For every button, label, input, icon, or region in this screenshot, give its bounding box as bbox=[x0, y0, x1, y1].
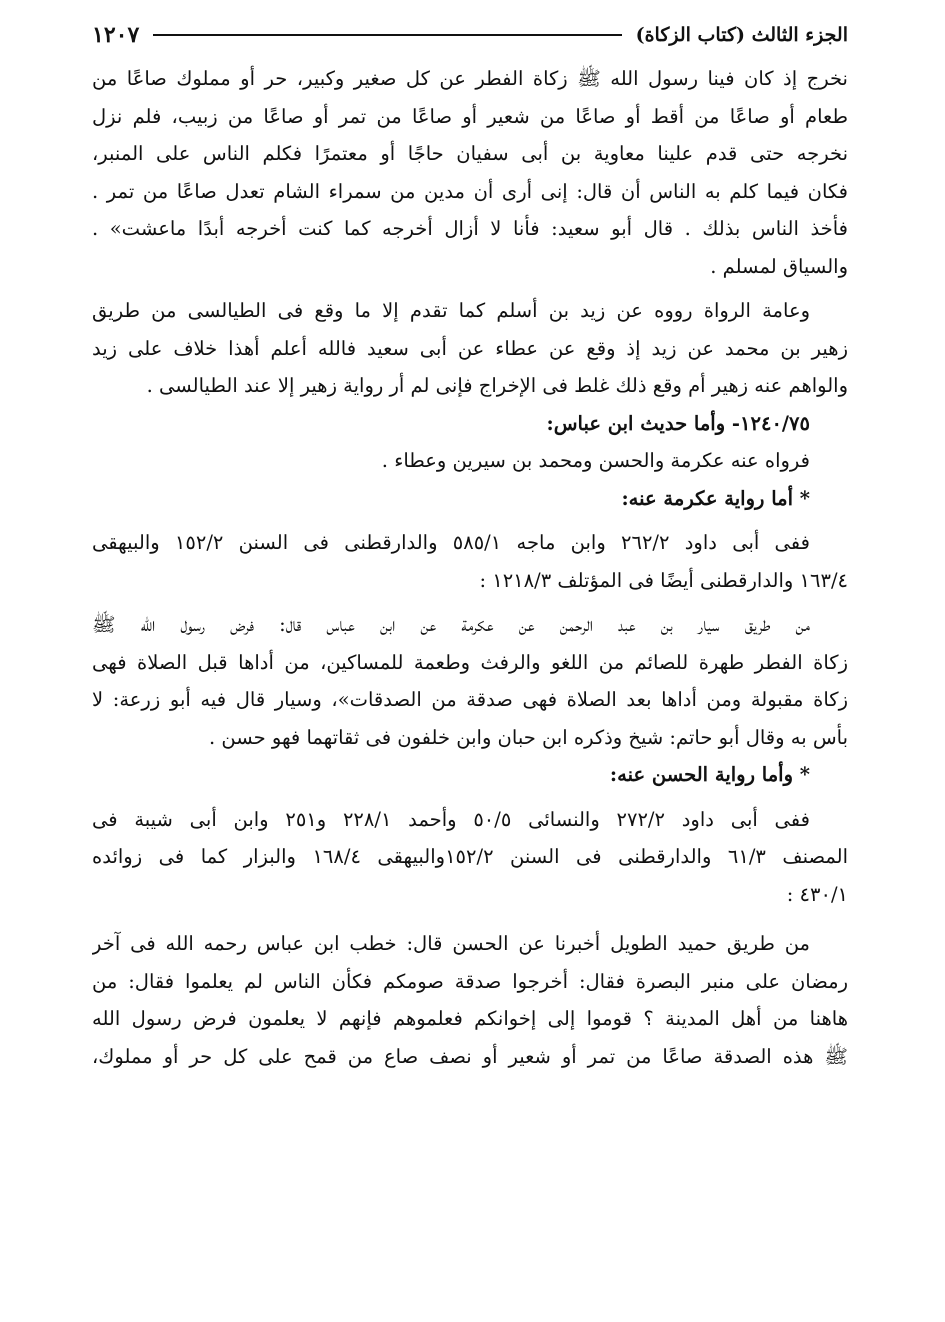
heading-hasan: * وأما رواية الحسن عنه: bbox=[609, 763, 810, 786]
text-line: فرواه عنه عكرمة والحسن ومحمد بن سيرين وعطاء . bbox=[381, 449, 810, 472]
page-number: ١٢٠٧ bbox=[92, 22, 140, 48]
text-line: ﷺ هذه الصدقة صاعًا من تمر أو شعير أو نصف صاع من قمح على كل حر أو مملوك، bbox=[92, 1044, 848, 1068]
text-line: ٤٣٠/١ : bbox=[786, 882, 848, 906]
text-line: ١٦٣/٤ والدارقطنى أيضًا فى المؤتلف ١٢١٨/٣ : bbox=[479, 568, 848, 592]
subheading-ikrima bbox=[92, 480, 848, 518]
text-line: والسياق لمسلم . bbox=[710, 254, 848, 278]
text-line: نخرجه حتى قدم علينا معاوية بن أبى سفيان حاجًا أو معتمرًا فكلم الناس على المنبر، bbox=[92, 142, 848, 165]
text-line: زكاة الفطر طهرة للصائم من اللغو والرفث وطعمة للمساكين، من أداها قبل الصلاة فهى bbox=[92, 650, 848, 674]
paragraph-references-hasan bbox=[92, 801, 848, 914]
text-line: من طريق سيار بن عبد الرحمن عن عكرمة عن ابن عباس قال: فرض رسول الله ﷺ bbox=[92, 613, 810, 636]
text-line: ففى أبى داود ٢٧٢/٢ والنسائى ٥٠/٥ وأحمد ٢٢٨/١ و٢٥١ وابن أبى شيبة فى bbox=[92, 807, 810, 831]
text-line: طعام أو صاعًا من أقط أو صاعًا من شعير أو صاعًا من تمر أو صاعًا من زبيب، فلم نزل bbox=[92, 104, 848, 128]
subheading-hasan bbox=[92, 756, 848, 794]
text-line: بأس به وقال أبو حاتم: شيخ وذكره ابن حبان وابن خلفون فى ثقاتهما فهو حسن . bbox=[208, 725, 848, 749]
text-line: ففى أبى داود ٢٦٢/٢ وابن ماجه ٥٨٥/١ والدارقطنى فى السنن ١٥٢/٢ والبيهقى bbox=[92, 531, 810, 554]
text-line: المصنف ٦١/٣ والدارقطنى فى السنن ١٥٢/٢والبيهقى ١٦٨/٤ والبزار كما فى زوائده bbox=[92, 845, 848, 868]
running-title: الجزء الثالث (كتاب الزكاة) bbox=[635, 24, 848, 46]
page-header bbox=[92, 18, 848, 52]
text-line: وعامة الرواة رووه عن زيد بن أسلم كما تقدم إلا ما وقع فى الطيالسى من طريق bbox=[92, 299, 810, 322]
section-heading bbox=[92, 405, 848, 443]
text-line: نخرج إذ كان فينا رسول الله ﷺ زكاة الفطر عن كل صغير وكبير، حر أو مملوك صاعًا من bbox=[92, 67, 848, 90]
paragraph-narrators bbox=[92, 442, 848, 480]
text-line: رمضان على منبر البصرة فقال: أخرجوا صدقة صومكم فكأن الناس لم يعلموا فقال: من bbox=[92, 969, 848, 993]
paragraph-hadith-ikrima bbox=[92, 606, 848, 756]
body-text bbox=[92, 60, 848, 1075]
text-line: زهير بن محمد عن زيد إذ وقع عن عطاء عن أبى سعيد فالله أعلم أهذا خلاف على زيد bbox=[92, 336, 848, 360]
book-page bbox=[92, 18, 848, 1308]
heading-ibn-abbas: ١٢٤٠/٧٥- وأما حديث ابن عباس: bbox=[546, 411, 810, 435]
heading-ikrima: * أما رواية عكرمة عنه: bbox=[621, 486, 810, 510]
paragraph-hadith-continuation bbox=[92, 60, 848, 285]
text-line: زكاة مقبولة ومن أداها بعد الصلاة فهى صدقة من الصدقات»، وسيار قال فيه أبو زرعة: لا bbox=[92, 688, 848, 711]
paragraph-references-ikrima bbox=[92, 524, 848, 599]
paragraph-commentary bbox=[92, 292, 848, 405]
text-line: فكان فيما كلم به الناس أن قال: إنى أرى أن مدين من سمراء الشام تعدل صاعًا من تمر . bbox=[92, 179, 848, 203]
text-line: والواهم عنه زهير أم وقع ذلك غلط فى الإخراج فإنى لم أر رواية زهير إلا عند الطيالسى . bbox=[146, 374, 848, 397]
header-rule bbox=[153, 34, 621, 36]
text-line: هاهنا من أهل المدينة ؟ قوموا إلى إخوانكم فعلموهم فإنهم لا يعلمون فرض رسول الله bbox=[92, 1007, 848, 1030]
paragraph-hadith-hasan bbox=[92, 925, 848, 1075]
text-line: فأخذ الناس بذلك . قال أبو سعيد: فأنا لا أزال أخرجه كما كنت أخرجه أبدًا ماعشت» . bbox=[92, 217, 848, 240]
text-line: من طريق حميد الطويل أخبرنا عن الحسن قال: خطب ابن عباس رحمه الله فى آخر bbox=[92, 932, 810, 955]
